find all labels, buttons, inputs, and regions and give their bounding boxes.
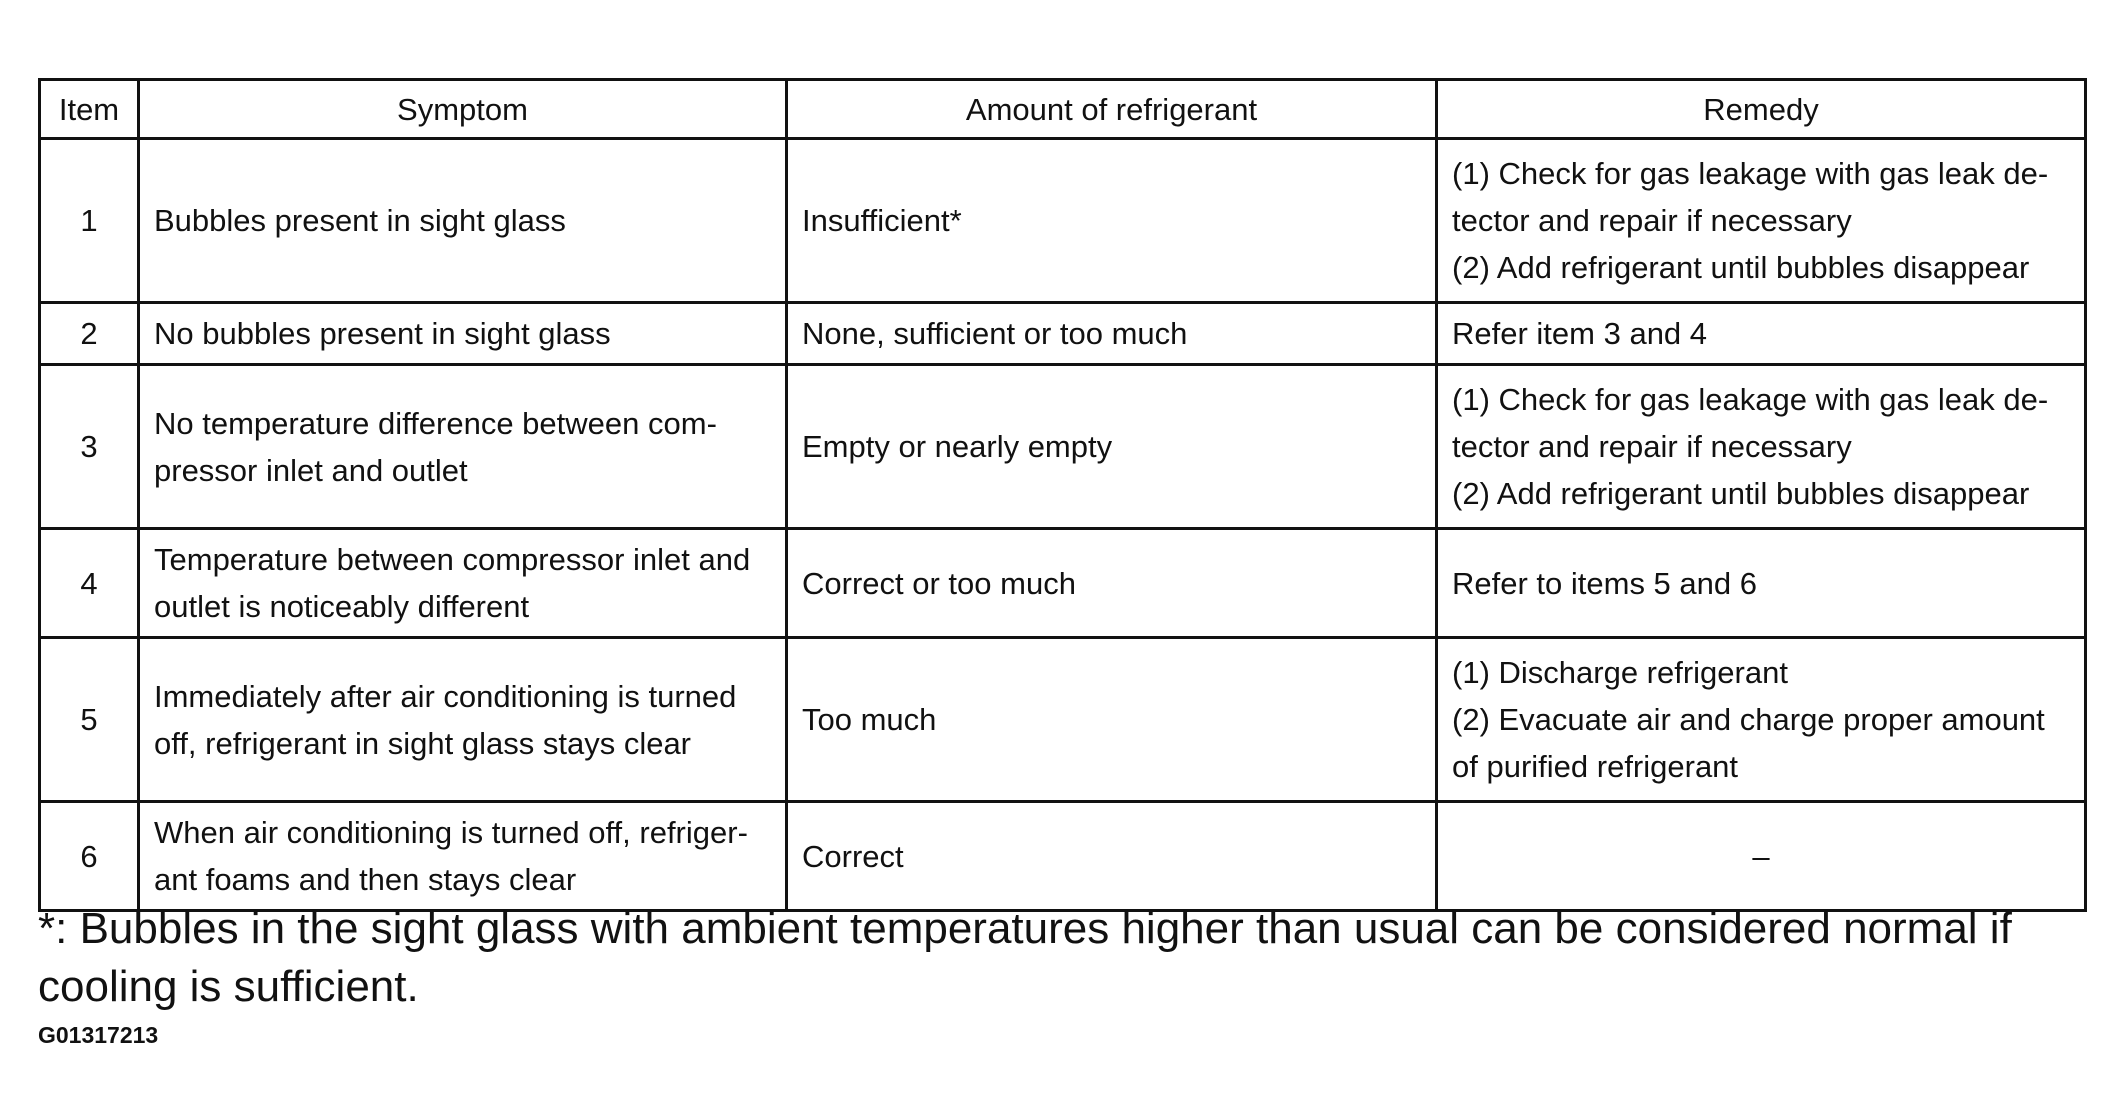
remedy-line: Refer item 3 and 4	[1452, 316, 1708, 351]
symptom-line: ant foams and then stays clear	[154, 862, 577, 897]
amount-cell: None, sufficient or too much	[787, 303, 1437, 365]
table-row	[40, 365, 2086, 529]
symptom-cell	[139, 303, 787, 365]
remedy-line: (2) Evacuate air and charge proper amount	[1452, 702, 2045, 737]
item-number-cell: 4	[40, 529, 139, 638]
header-row	[40, 80, 2086, 139]
item-number-cell: 3	[40, 365, 139, 529]
remedy-line: of purified refrigerant	[1452, 749, 1739, 784]
symptom-line: No bubbles present in sight glass	[154, 316, 611, 351]
remedy-cell	[1437, 303, 2086, 365]
remedy-line: tector and repair if necessary	[1452, 429, 1852, 464]
remedy-line: (2) Add refrigerant until bubbles disappear	[1452, 476, 2030, 511]
header-item: Item	[40, 80, 139, 139]
header-remedy: Remedy	[1437, 80, 2086, 139]
symptom-cell	[139, 638, 787, 802]
header-amount: Amount of refrigerant	[787, 80, 1437, 139]
item-number-cell: 2	[40, 303, 139, 365]
remedy-cell	[1437, 638, 2086, 802]
table-row	[40, 529, 2086, 638]
amount-cell: Correct or too much	[787, 529, 1437, 638]
remedy-line: (1) Check for gas leakage with gas leak de-	[1452, 382, 2049, 417]
table-header	[40, 80, 2086, 139]
remedy-line: (2) Add refrigerant until bubbles disappear	[1452, 250, 2030, 285]
amount-cell: Insufficient*	[787, 139, 1437, 303]
remedy-line: –	[1752, 838, 1770, 874]
symptom-line: No temperature difference between com-	[154, 405, 717, 441]
symptom-line: Immediately after air conditioning is turned	[154, 678, 737, 714]
remedy-line: Refer to items 5 and 6	[1452, 565, 1757, 601]
remedy-line: tector and repair if necessary	[1452, 203, 1852, 238]
remedy-line: (1) Check for gas leakage with gas leak de-	[1452, 156, 2049, 191]
symptom-line: When air conditioning is turned off, refriger-	[154, 815, 748, 850]
remedy-cell	[1437, 802, 2086, 911]
footnote: *: Bubbles in the sight glass with ambient temperatures higher than usual can be considered normal if cooling is sufficient.	[38, 904, 2012, 1011]
symptom-line: Bubbles present in sight glass	[154, 203, 566, 238]
item-number-cell: 1	[40, 139, 139, 303]
item-number-cell: 5	[40, 638, 139, 802]
table-row	[40, 638, 2086, 802]
refrigerant-diagnosis-table	[38, 78, 2087, 912]
symptom-line: off, refrigerant in sight glass stays clear	[154, 725, 692, 761]
remedy-cell	[1437, 365, 2086, 529]
remedy-cell	[1437, 529, 2086, 638]
amount-cell: Empty or nearly empty	[787, 365, 1437, 529]
amount-cell: Too much	[787, 638, 1437, 802]
symptom-cell	[139, 802, 787, 911]
header-symptom: Symptom	[139, 80, 787, 139]
table-row	[40, 303, 2086, 365]
symptom-line: Temperature between compressor inlet and	[154, 542, 751, 577]
remedy-line: (1) Discharge refrigerant	[1452, 655, 1788, 690]
symptom-cell	[139, 139, 787, 303]
table-row	[40, 139, 2086, 303]
symptom-cell	[139, 529, 787, 638]
symptom-line: pressor inlet and outlet	[154, 452, 468, 488]
table-body	[40, 139, 2086, 911]
symptom-cell	[139, 365, 787, 529]
remedy-cell	[1437, 139, 2086, 303]
table-row	[40, 802, 2086, 911]
symptom-line: outlet is noticeably different	[154, 589, 530, 624]
item-number-cell: 6	[40, 802, 139, 911]
amount-cell: Correct	[787, 802, 1437, 911]
figure-code: G01317213	[38, 1022, 159, 1048]
